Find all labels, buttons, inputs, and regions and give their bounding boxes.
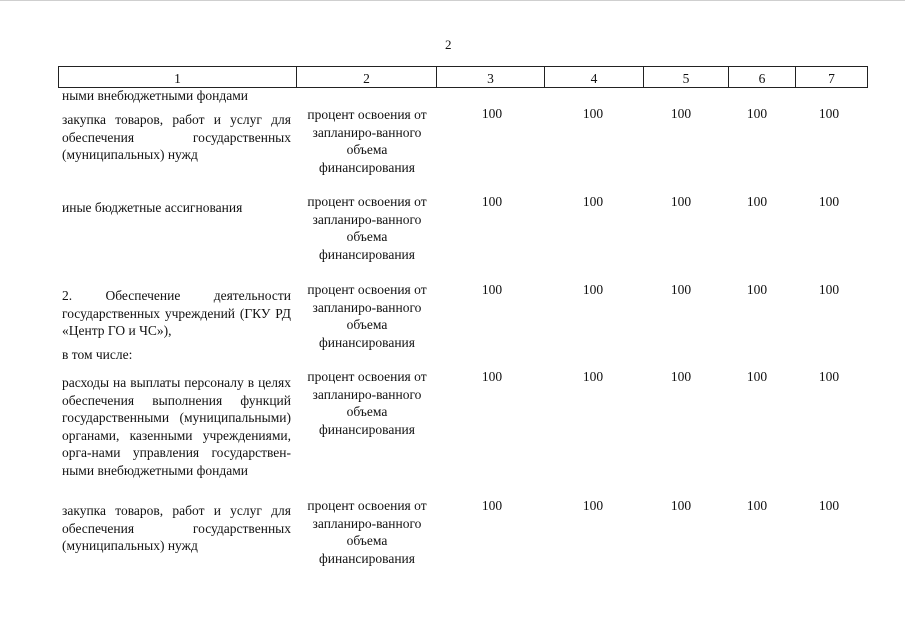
row-5-value-col6: 100 [746, 369, 768, 384]
row-2-value-col7: 100 [818, 194, 840, 209]
row-2-value-col3: 100 [481, 194, 503, 209]
header-col-6: 6 [729, 67, 796, 88]
row-3-description: 2. Обеспечение деятельности государственных учреждений (ГКУ РД «Центр ГО и ЧС»), [62, 288, 291, 338]
row-6-value-col4: 100 [582, 498, 604, 513]
row-2-description: иные бюджетные ассигнования [62, 200, 243, 215]
header-col-3: 3 [437, 67, 545, 88]
row-6-description: закупка товаров, работ и услуг для обеспечения государственных (муниципальных) нужд [62, 503, 291, 553]
row-2-value-col5: 100 [670, 194, 692, 209]
row-2-value-col6: 100 [746, 194, 768, 209]
row-2-value-col4: 100 [582, 194, 604, 209]
row-5-indicator: процент освоения от запланиро-ванного объема финансирования [307, 369, 427, 437]
row-3-value-col3: 100 [481, 282, 503, 297]
row-3-value-col5: 100 [670, 282, 692, 297]
header-col-5: 5 [644, 67, 729, 88]
row-3-value-col6: 100 [746, 282, 768, 297]
row-3-value-col7: 100 [818, 282, 840, 297]
row-5-description: расходы на выплаты персоналу в целях обеспечения выполнения функций государственными (муниципальными) органами, казенными учреждениями, орга-нами управления государствен-ными внебюджетными фондами [62, 375, 291, 478]
row-1-value-col4: 100 [582, 106, 604, 121]
row-including-label: в том числе: [62, 347, 133, 362]
row-5-value-col4: 100 [582, 369, 604, 384]
row-6-value-col6: 100 [746, 498, 768, 513]
header-col-4: 4 [545, 67, 644, 88]
page-number: 2 [445, 37, 452, 52]
header-col-7: 7 [796, 67, 868, 88]
row-6-value-col7: 100 [818, 498, 840, 513]
row-6-value-col5: 100 [670, 498, 692, 513]
scan-top-edge [0, 0, 905, 1]
header-col-2: 2 [297, 67, 437, 88]
row-2-indicator: процент освоения от запланиро-ванного объема финансирования [307, 194, 427, 262]
row-continuation-text: ными внебюджетными фондами [62, 88, 248, 103]
row-1-value-col3: 100 [481, 106, 503, 121]
row-5-value-col5: 100 [670, 369, 692, 384]
row-6-indicator: процент освоения от запланиро-ванного объема финансирования [307, 498, 427, 566]
row-6-value-col3: 100 [481, 498, 503, 513]
row-3-indicator: процент освоения от запланиро-ванного объема финансирования [307, 282, 427, 350]
row-1-indicator: процент освоения от запланиро-ванного объема финансирования [307, 107, 427, 175]
row-1-description: закупка товаров, работ и услуг для обеспечения государственных (муниципальных) нужд [62, 112, 291, 162]
row-5-value-col3: 100 [481, 369, 503, 384]
header-col-1: 1 [59, 67, 297, 88]
column-number-header [58, 66, 868, 88]
row-3-value-col4: 100 [582, 282, 604, 297]
row-5-value-col7: 100 [818, 369, 840, 384]
row-1-value-col5: 100 [670, 106, 692, 121]
row-1-value-col6: 100 [746, 106, 768, 121]
row-1-value-col7: 100 [818, 106, 840, 121]
